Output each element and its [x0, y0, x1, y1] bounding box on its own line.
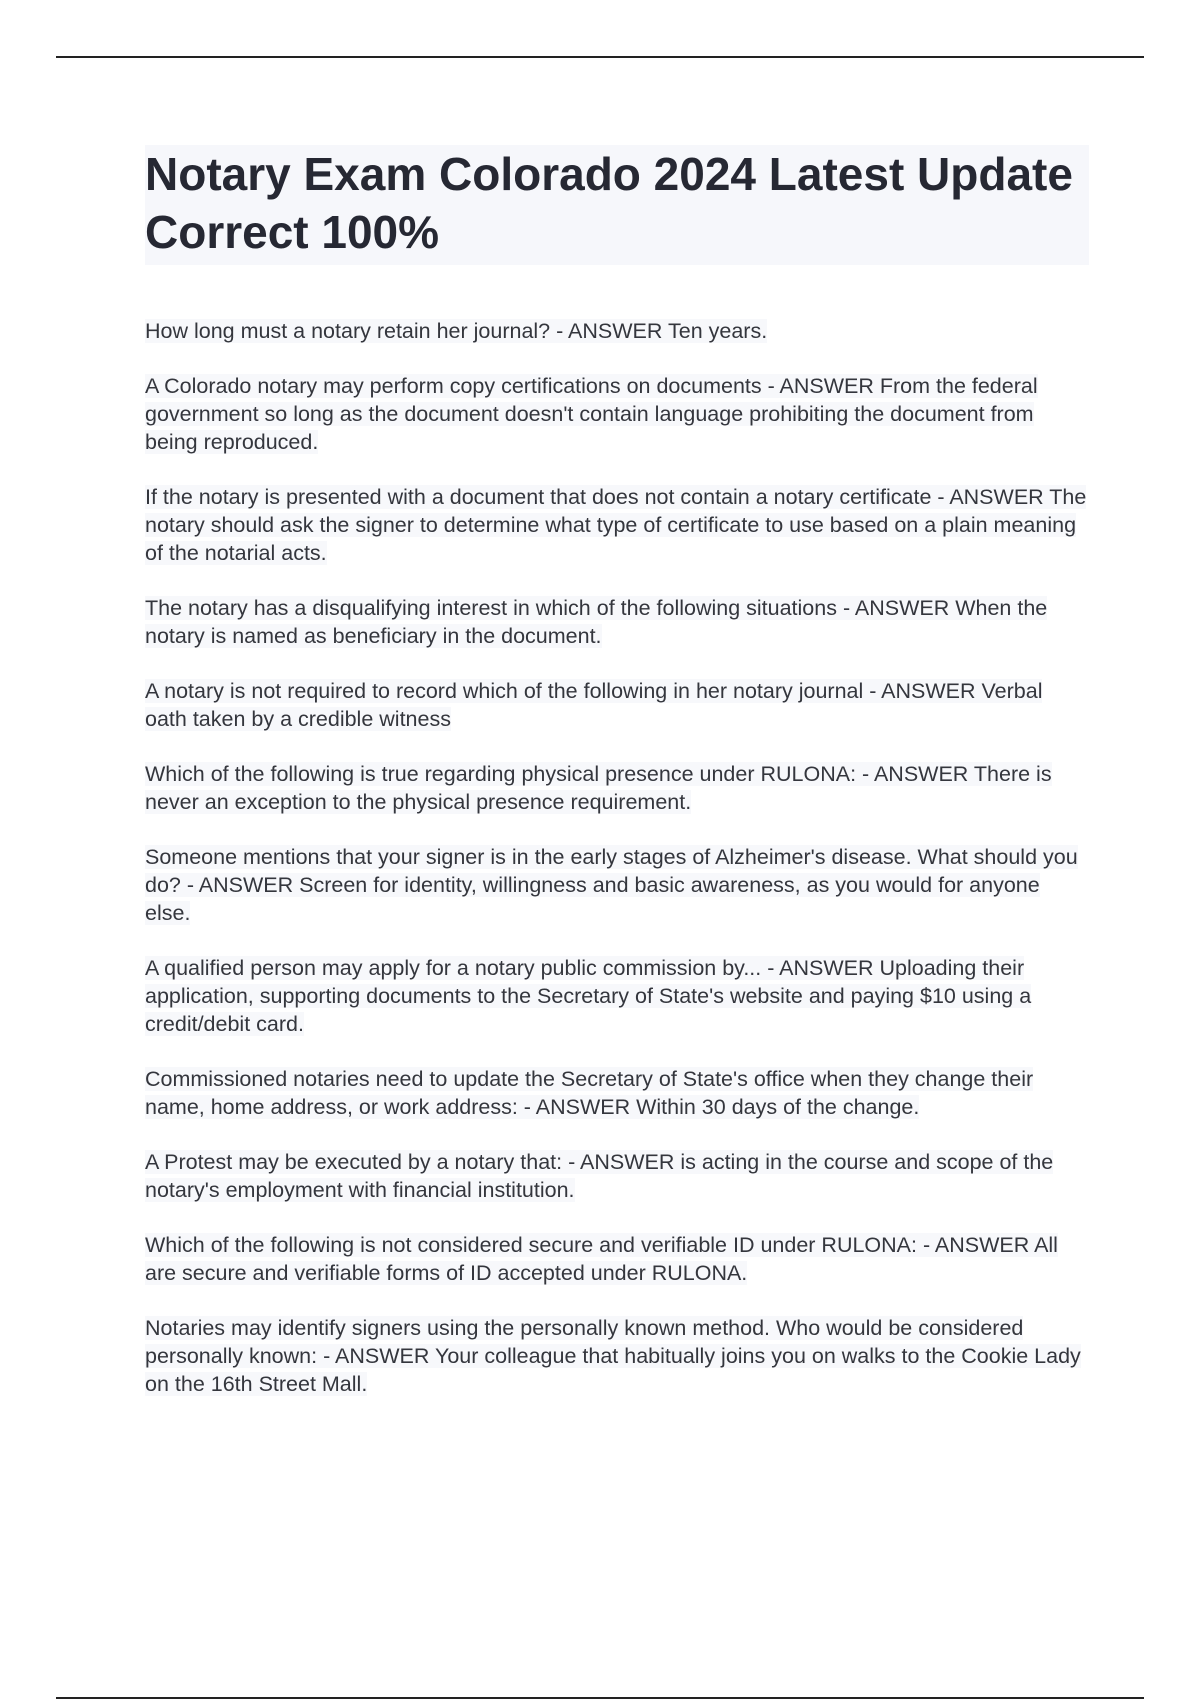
- top-divider: [56, 56, 1144, 58]
- qa-text: Which of the following is not considered secure and verifiable ID under RULONA: - ANSWER All are secure and verifiable forms of ID accepted under RULONA.: [145, 1233, 1058, 1285]
- qa-text: The notary has a disqualifying interest in which of the following situations - ANSWER When the notary is named as beneficiary in the document.: [145, 596, 1048, 648]
- qa-text: Someone mentions that your signer is in the early stages of Alzheimer's disease. What should you do? - ANSWER Screen for identity, willingness and basic awareness, as you would for anyone else.: [145, 845, 1078, 925]
- qa-item: [145, 594, 1089, 650]
- qa-item: [145, 1314, 1089, 1398]
- qa-text: If the notary is presented with a document that does not contain a notary certificate - ANSWER The notary should ask the signer to determine what type of certificate to use based on a plain meaning of the notarial acts.: [145, 485, 1087, 565]
- document-title: Notary Exam Colorado 2024 Latest Update Correct 100%: [145, 148, 1073, 258]
- qa-item: [145, 677, 1089, 733]
- title-block: [145, 145, 1089, 265]
- qa-text: A qualified person may apply for a notary public commission by... - ANSWER Uploading their application, supporting documents to the Secretary of State's website and paying $10 using a credit/debit card.: [145, 956, 1032, 1036]
- qa-item: [145, 1065, 1089, 1121]
- qa-item: [145, 760, 1089, 816]
- qa-text: A notary is not required to record which of the following in her notary journal - ANSWER Verbal oath taken by a credible witness: [145, 679, 1043, 731]
- qa-item: [145, 317, 1089, 345]
- qa-item: [145, 372, 1089, 456]
- qa-text: Commissioned notaries need to update the Secretary of State's office when they change their name, home address, or work address: - ANSWER Within 30 days of the change.: [145, 1067, 1034, 1119]
- qa-text: A Protest may be executed by a notary that: - ANSWER is acting in the course and scope of the notary's employment with financial institution.: [145, 1150, 1054, 1202]
- qa-item: [145, 1148, 1089, 1204]
- qa-text: Which of the following is true regarding physical presence under RULONA: - ANSWER There is never an exception to the physical presence requirement.: [145, 762, 1052, 814]
- qa-list: [145, 317, 1089, 1398]
- qa-text: Notaries may identify signers using the personally known method. Who would be considered personally known: - ANSWER Your colleague that habitually joins you on walks to the Cookie Lady on the 16th Street Mall.: [145, 1316, 1081, 1396]
- qa-item: [145, 1231, 1089, 1287]
- qa-item: [145, 843, 1089, 927]
- document-body: [145, 145, 1089, 1425]
- qa-item: [145, 954, 1089, 1038]
- bottom-divider: [56, 1697, 1144, 1699]
- qa-text: A Colorado notary may perform copy certifications on documents - ANSWER From the federal government so long as the document doesn't contain language prohibiting the document from being reproduced.: [145, 374, 1038, 454]
- qa-item: [145, 483, 1089, 567]
- qa-text: How long must a notary retain her journal? - ANSWER Ten years.: [145, 319, 768, 343]
